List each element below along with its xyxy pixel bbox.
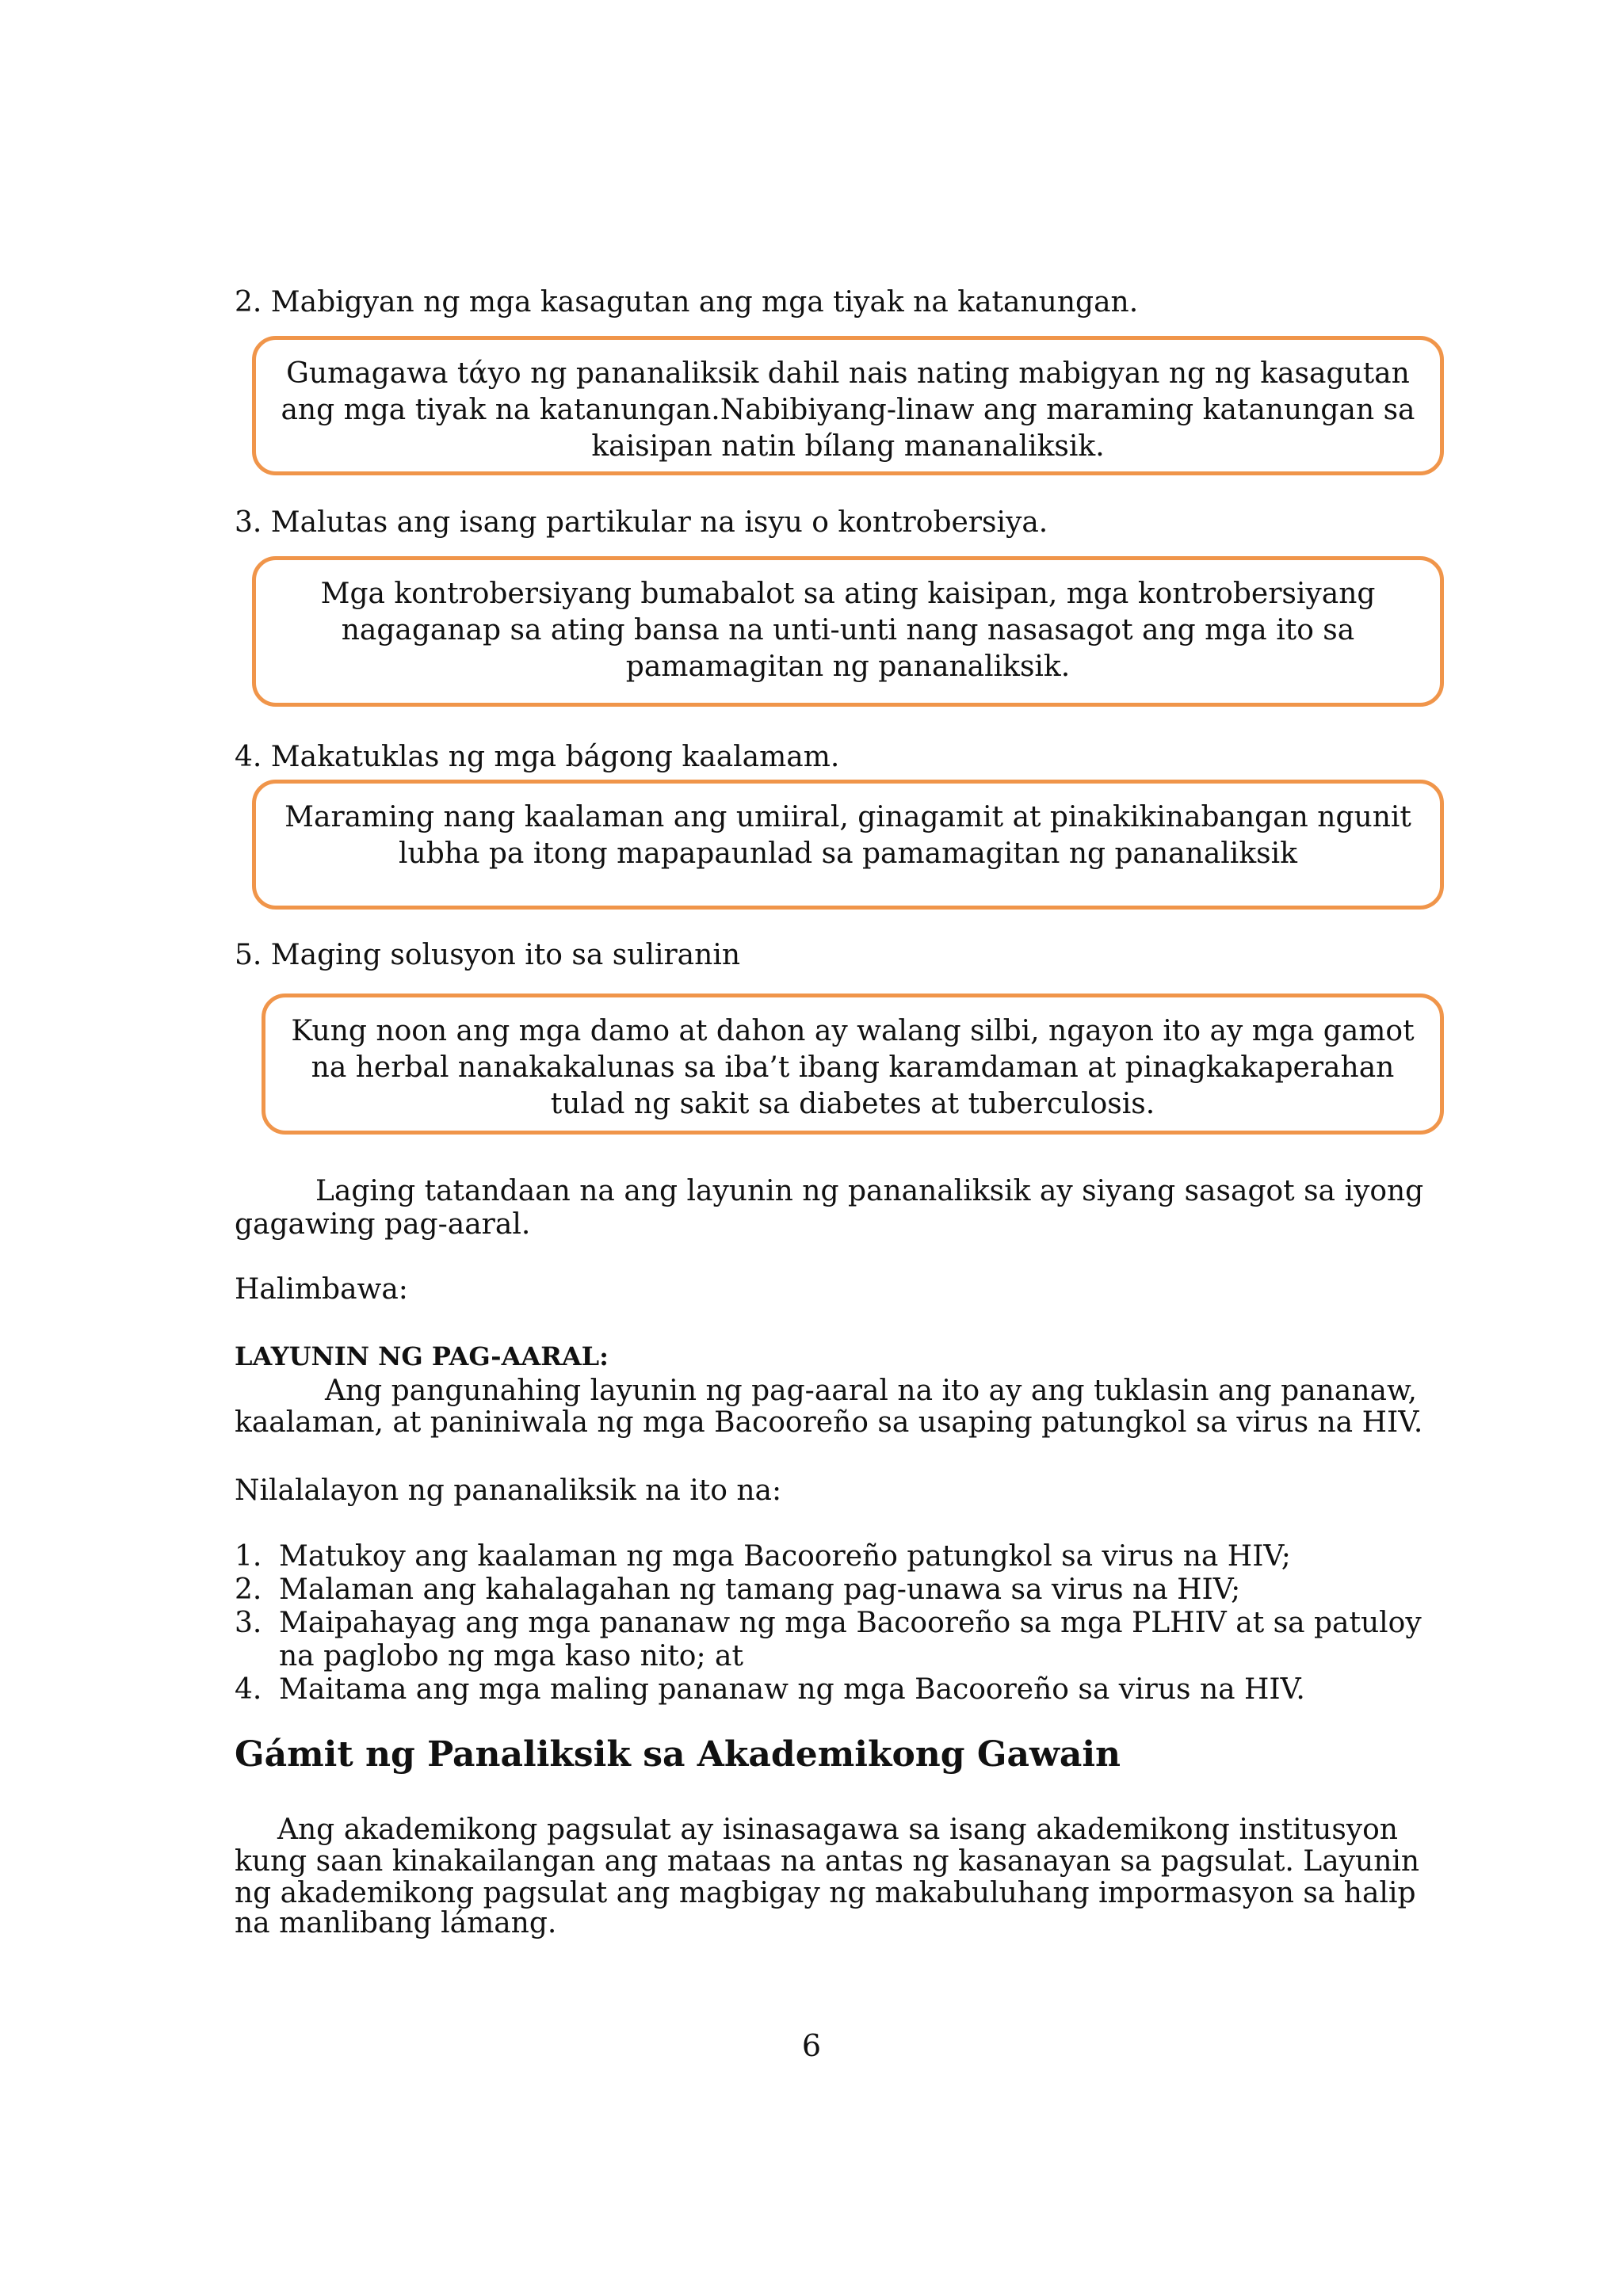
objective-title: LAYUNIN NG PAG-AARAL: [235, 1341, 609, 1371]
reminder-line-2: gagawing pag-aaral. [235, 1208, 531, 1241]
item-5-box-text [265, 1013, 1440, 1123]
item-2-box-text [256, 356, 1440, 465]
page-number: 6 [801, 2028, 822, 2063]
box-line: ang mga tiyak na katanungan.Nabibiyang-linaw ang maraming katanungan sa [281, 394, 1415, 426]
box-line: Kung noon ang mga damo at dahon ay walang silbi, ngayon ito ay mga gamot [291, 1015, 1415, 1047]
box-line: na herbal nanakakalunas sa iba’t ibang karamdaman at pinagkakaperahan [311, 1051, 1395, 1084]
item-4-box [252, 780, 1444, 910]
list-item: Maipahayag ang mga pananaw ng mga Bacooreño sa mga PLHIV at sa patuloy [279, 1607, 1422, 1639]
section-line-1: Ang akademikong pagsulat ay isinasagawa sa isang akademikong institusyon [277, 1814, 1398, 1846]
box-line: Mga kontrobersiyang bumabalot sa ating kaisipan, mga kontrobersiyang [320, 578, 1376, 610]
list-item-continuation: na paglobo ng mga kaso nito; at [279, 1640, 743, 1672]
intent-label: Nilalalayon ng pananaliksik na ito na: [235, 1474, 782, 1507]
box-line: Maraming nang kaalaman ang umiiral, ginagamit at pinakikinabangan ngunit [285, 801, 1411, 833]
item-3-box-text [256, 576, 1440, 685]
box-line: tulad ng sakit sa diabetes at tuberculosis. [550, 1088, 1155, 1120]
item-2-box [252, 336, 1444, 475]
objective-line-2: kaalaman, at paniniwala ng mga Bacooreño sa usaping patungkol sa virus na HIV. [235, 1406, 1423, 1439]
item-5-heading: 5. Maging solusyon ito sa suliranin [235, 939, 741, 971]
list-item: Matukoy ang kaalaman ng mga Bacooreño patungkol sa virus na HIV; [279, 1540, 1291, 1573]
reminder-line-1: Laging tatandaan na ang layunin ng pananaliksik ay siyang sasagot sa iyong [315, 1175, 1424, 1207]
box-line: Gumagawa tάyo ng pananaliksik dahil nais nating mabigyan ng ng kasagutan [286, 357, 1410, 390]
section-line-2: kung saan kinakailangan ang mataas na antas ng kasanayan sa pagsulat. Layunin [235, 1845, 1420, 1878]
list-item: Maitama ang mga maling pananaw ng mga Bacooreño sa virus na HIV. [279, 1673, 1305, 1706]
box-line: pamamagitan ng pananaliksik. [625, 650, 1071, 683]
objective-line-1: Ang pangunahing layunin ng pag-aaral na ito ay ang tuklasin ang pananaw, [325, 1375, 1417, 1407]
item-4-heading: 4. Makatuklas ng mga bágong kaalamam. [235, 741, 840, 773]
section-line-3: ng akademikong pagsulat ang magbigay ng makabuluhang impormasyon sa halip [235, 1877, 1416, 1909]
item-2-heading: 2. Mabigyan ng mga kasagutan ang mga tiyak na katanungan. [235, 286, 1139, 318]
item-3-heading: 3. Malutas ang isang partikular na isyu o kontrobersiya. [235, 506, 1048, 539]
list-item-number: 2. [235, 1573, 262, 1606]
list-item-number: 4. [235, 1673, 262, 1706]
section-title: Gámit ng Panaliksik sa Akademikong Gawain [235, 1734, 1121, 1775]
box-line: nagaganap sa ating bansa na unti-unti nang nasasagot ang mga ito sa [341, 614, 1355, 646]
item-4-box-text [256, 799, 1440, 872]
box-line: lubha pa itong mapapaunlad sa pamamagitan ng pananaliksik [399, 837, 1297, 870]
section-line-4: na manlibang lámang. [235, 1907, 557, 1939]
list-item-number: 3. [235, 1607, 262, 1639]
example-label: Halimbawa: [235, 1273, 408, 1306]
list-item: Malaman ang kahalagahan ng tamang pag-unawa sa virus na HIV; [279, 1573, 1241, 1606]
box-line: kaisipan natin bílang mananaliksik. [591, 430, 1105, 463]
item-3-box [252, 556, 1444, 707]
list-item-number: 1. [235, 1540, 262, 1573]
item-5-box [262, 994, 1444, 1135]
